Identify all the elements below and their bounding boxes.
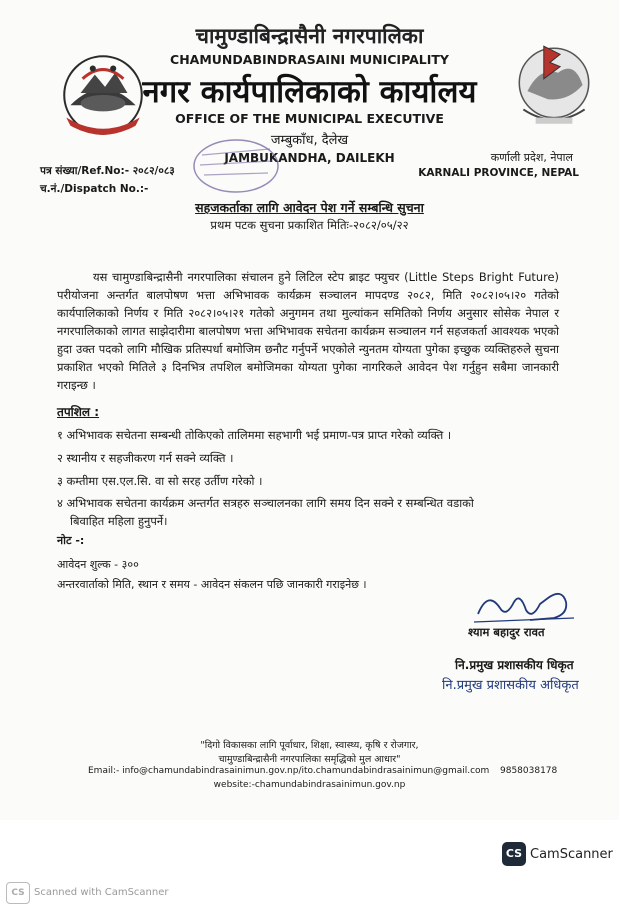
publish-date: प्रथम पटक सुचना प्रकाशित मितिः-२०८२/०५/२२	[210, 218, 409, 232]
province-np: कर्णाली प्रदेश, नेपाल	[490, 151, 573, 164]
place-np: जम्बुकाँध, दैलेख	[270, 133, 349, 148]
details-heading: तपशिल :	[57, 405, 100, 419]
municipality-name-en: CHAMUNDABINDRASAINI MUNICIPALITY	[170, 52, 449, 67]
list-item-continuation: बिवाहित महिला हुनुपर्ने।	[70, 514, 168, 528]
list-item: ४ अभिभावक सचेतना कार्यक्रम अन्तर्गत सत्रहरु सञ्चालनका लागि समय दिन सक्ने र सम्बन्धित वडाको	[57, 496, 474, 510]
province-en: KARNALI PROVINCE, NEPAL	[418, 167, 579, 179]
notice-title: सहजकर्ताका लागि आवेदन पेश गर्ने सम्बन्धि सुचना	[195, 200, 424, 215]
footer-slogan-line2: चामुण्डाबिन्द्रासैनी नगरपालिका समृद्धिको मुल आधार"	[218, 754, 401, 765]
footer-slogan-line1: "दिगो विकासका लागि पूर्वाधार, शिक्षा, स्वास्थ्य, कृषि र रोजगार,	[200, 740, 419, 751]
office-stamp-icon	[190, 135, 282, 197]
scanned-with-label: Scanned with CamScanner	[34, 887, 169, 898]
notice-body: यस चामुण्डाबिन्द्रासैनी नगरपालिका संचालन हुने लिटिल स्टेप ब्राइट फ्युचर (Little Steps Bright Future) परीयोजना अन्तर्गत बालपोषण भत्ता अभिभावक कार्यक्रम सञ्चालन मापदण्ड २०८२, मिति २०८२।०५।२० गतेको कार्यपालिकाको निर्णय र मिति २०८२।०५।२१ गतेको अनुगमन तथा मुल्यांकन समितिको निर्णय अनुसार सोसेक नेपाल र नगरपालिकाको लागत साझेदारीमा बालपोषण भत्ता अभिभावक सचेतना कार्यक्रम सञ्चालन गर्न सहजकर्ता आवश्यक भएको हुदा उक्त पदको लागि मौखिक प्रतिस्पर्धा बमोजिम छनौट गर्नुपर्ने भएकोले न्युनतम योग्यता पुगेका इच्छुक व्यक्तिहरुले सुचना प्रकाशित भएको मितिले ३ दिनभित्र तपशिल बमोजिमका योग्यता पुगेका नागरिकले आवेदन पेश गर्नुहुन सबैमा जानकारी गराइन्छ ।	[57, 270, 559, 392]
footer-phone: 9858038178	[500, 766, 558, 776]
office-name-en: OFFICE OF THE MUNICIPAL EXECUTIVE	[175, 111, 444, 126]
reference-number: पत्र संख्या/Ref.No:- २०८२/०८३	[40, 165, 175, 177]
dispatch-number: च.नं./Dispatch No.:-	[40, 183, 149, 195]
list-item: २ स्थानीय र सहजीकरण गर्न सक्ने व्यक्ति ।	[57, 451, 234, 465]
camscanner-small-logo-icon: CS	[6, 882, 30, 904]
camscanner-logo-icon: CS	[502, 842, 526, 866]
footer-website: website:-chamundabindrasainimun.gov.np	[213, 780, 406, 790]
place-en: JAMBUKANDHA, DAILEKH	[224, 151, 395, 165]
municipality-name-np: चामुण्डाबिन्द्रासैनी नगरपालिका	[195, 24, 424, 48]
signature-icon	[470, 584, 580, 628]
application-fee: आवेदन शुल्क - ३००	[57, 558, 139, 571]
note-label: नोट -:	[57, 534, 85, 547]
signatory-name: श्याम बहादुर रावत	[468, 625, 545, 639]
camscanner-brand: CamScanner	[530, 847, 613, 862]
interview-info: अन्तरवार्ताको मिति, स्थान र समय - आवेदन संकलन पछि जानकारी गराइनेछ ।	[57, 578, 367, 591]
footer-email: Email:- info@chamundabindrasainimun.gov.np/ito.chamundabindrasainimun@gmail.com	[88, 766, 490, 776]
signatory-designation: नि.प्रमुख प्रशासकीय धिकृत	[455, 658, 574, 672]
office-name-np: नगर कार्यपालिकाको कार्यालय	[142, 74, 477, 110]
list-item: १ अभिभावक सचेतना सम्बन्धी तोकिएको तालिममा सहभागी भई प्रमाण-पत्र प्राप्त गरेको व्यक्ति ।	[57, 428, 452, 442]
list-item: ३ कम्तीमा एस.एल.सि. वा सो सरह उर्तीण गरेको ।	[57, 474, 263, 488]
handwritten-designation: नि.प्रमुख प्रशासकीय अधिकृत	[442, 678, 579, 693]
